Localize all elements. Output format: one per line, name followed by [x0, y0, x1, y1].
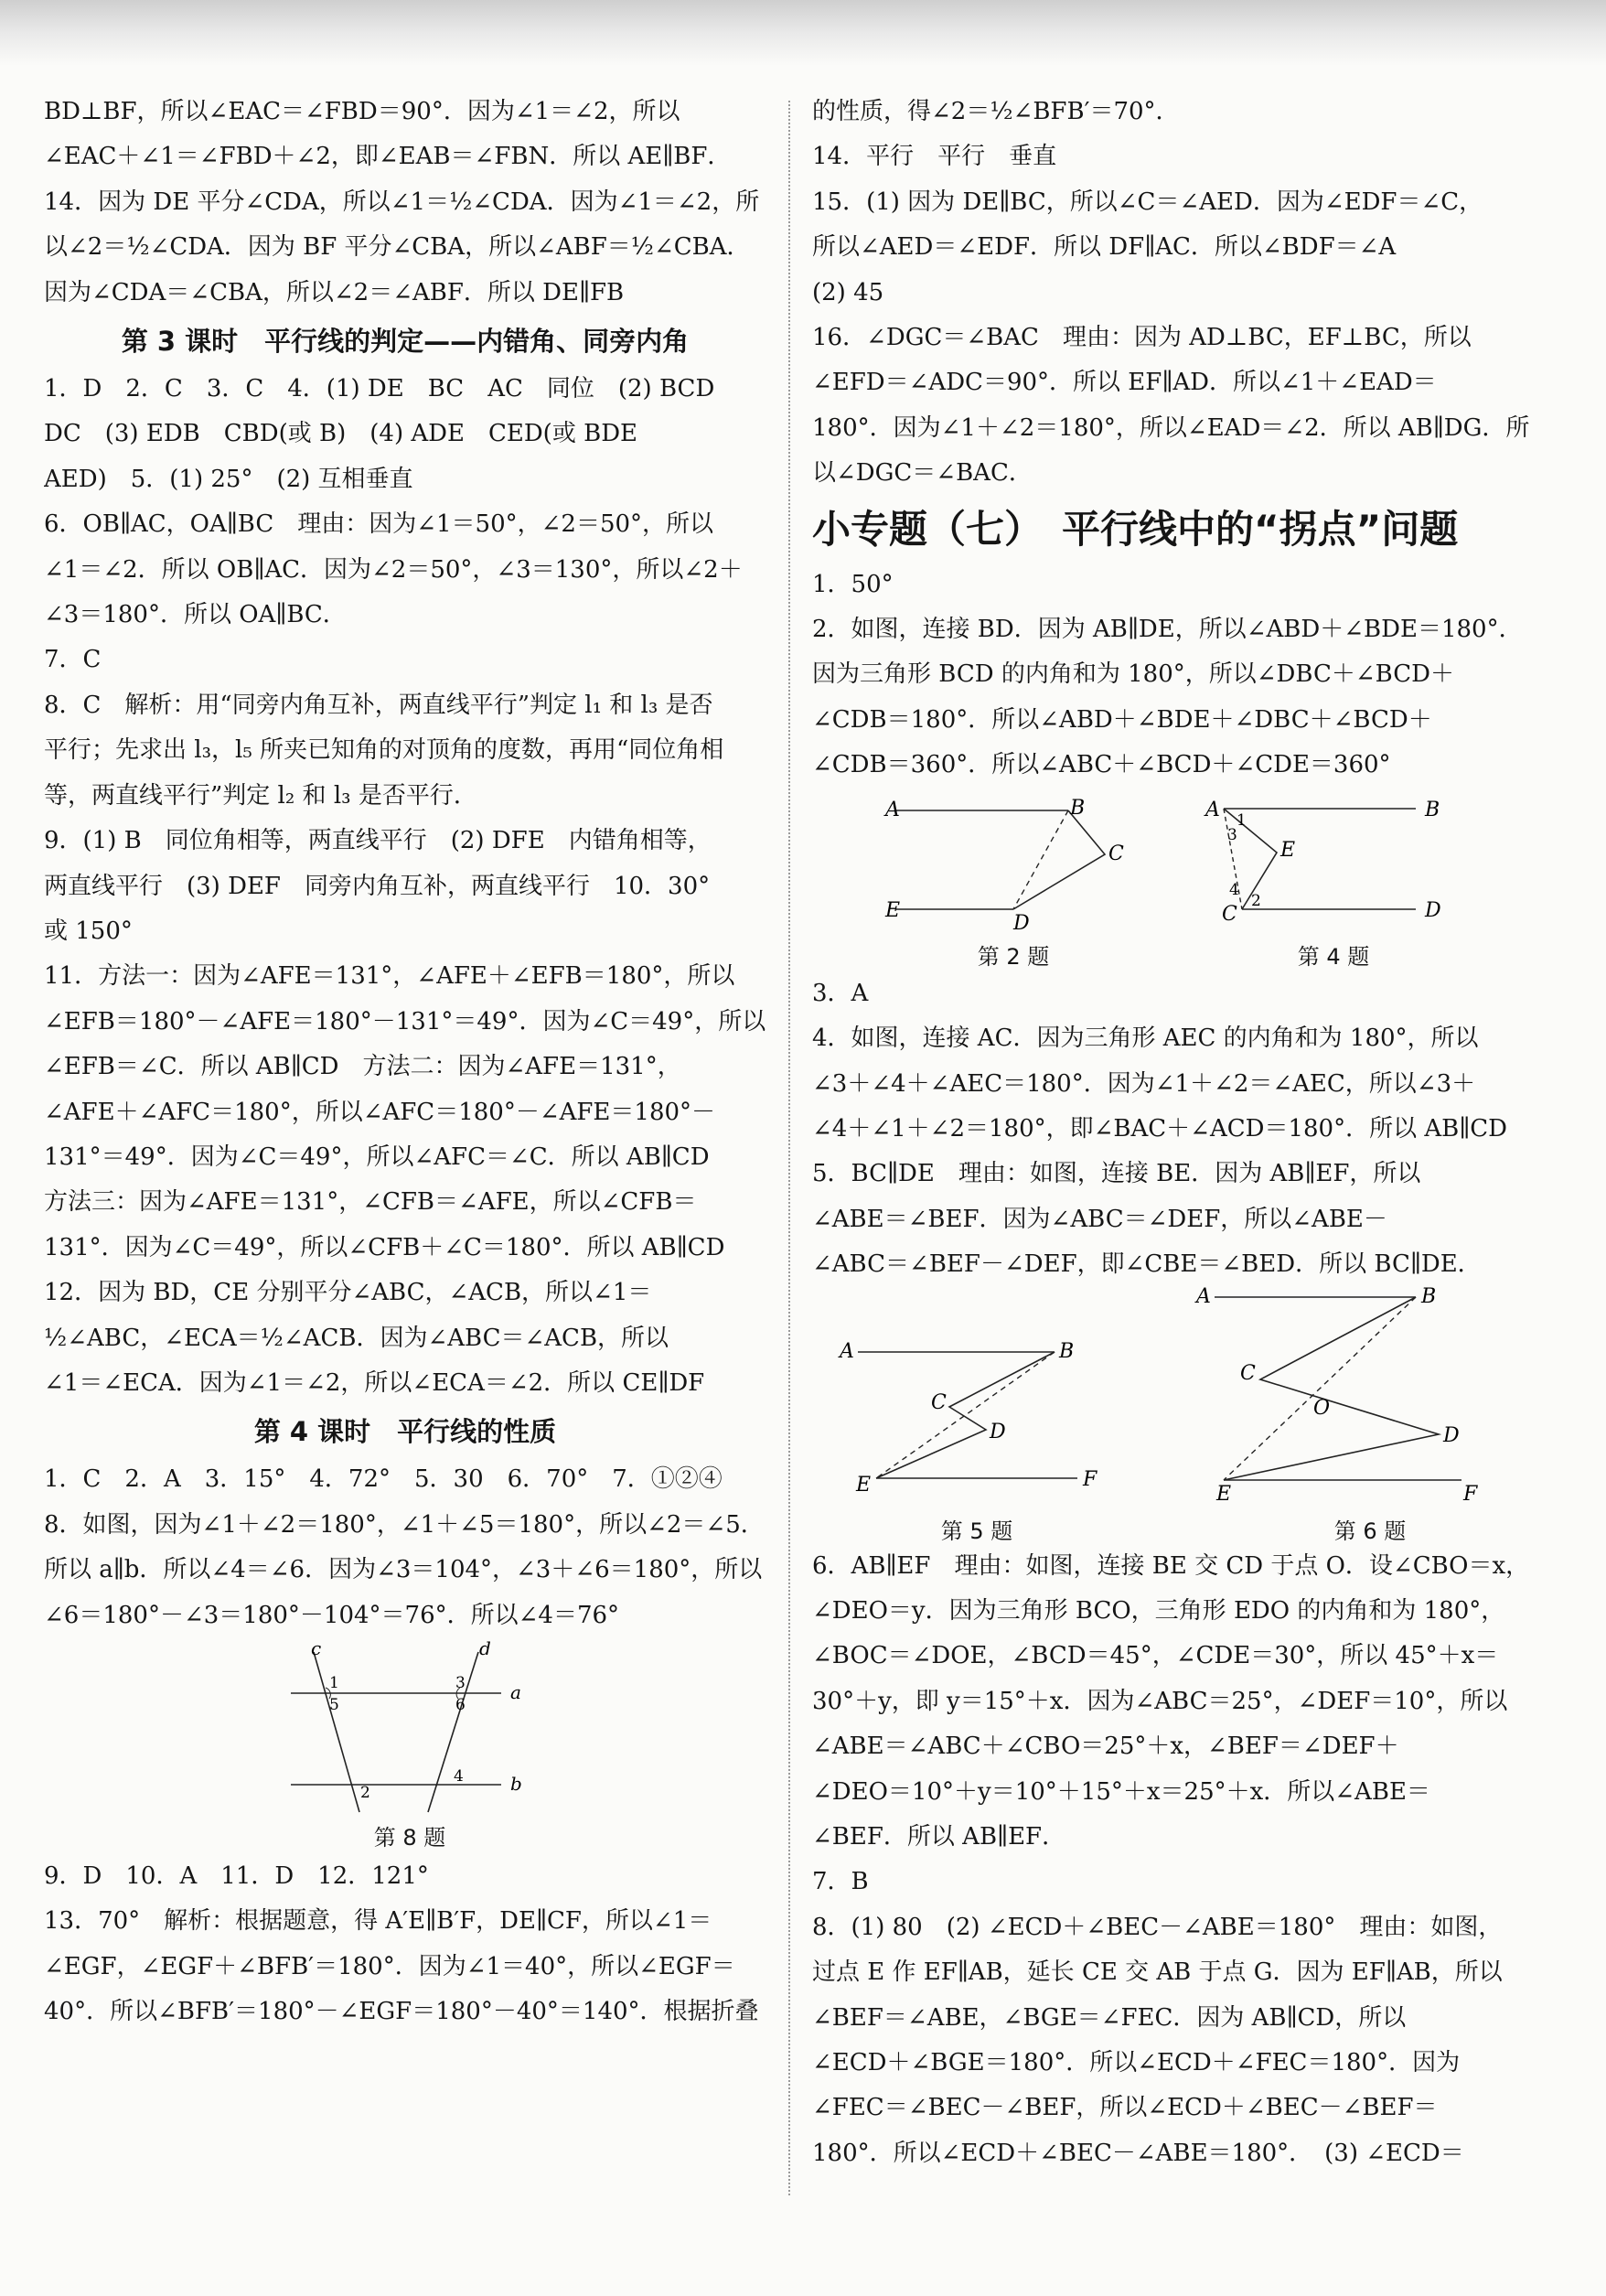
svg-text:C: C [1240, 1361, 1256, 1385]
text-line: ∠ABE＝∠ABC＋∠CBO＝25°＋x，∠BEF＝∠DEF＋ [812, 1733, 1399, 1761]
text-line: AED) 5．(1) 25° (2) 互相垂直 [44, 465, 413, 493]
text-line: ∠BOC＝∠DOE，∠BCD＝45°，∠CDE＝30°，所以 45°＋x＝ [812, 1642, 1499, 1670]
text-line: 所以 a∥b．所以∠4＝∠6．因为∠3＝104°，∠3＋∠6＝180°，所以 [44, 1556, 763, 1584]
text-line: 8．C 解析：用“同旁内角互补，两直线平行”判定 l₁ 和 l₃ 是否 [44, 691, 713, 719]
figure-4 [1205, 799, 1452, 937]
text-line: 平行；先求出 l₃，l₅ 所夹已知角的对顶角的度数，再用“同位角相 [44, 736, 724, 765]
figure-5 [840, 1339, 1114, 1507]
column-divider [788, 101, 790, 2195]
text-line: 4．如图，连接 AC．因为三角形 AEC 的内角和为 180°，所以 [812, 1025, 1479, 1053]
svg-text:6: 6 [455, 1696, 466, 1714]
svg-text:2: 2 [360, 1784, 370, 1802]
text-line: 6．AB∥EF 理由：如图，连接 BE 交 CD 于点 O．设∠CBO＝x， [812, 1551, 1530, 1580]
svg-text:4: 4 [454, 1767, 464, 1786]
svg-text:A: A [1205, 798, 1220, 821]
text-line: 6．OB∥AC，OA∥BC 理由：因为∠1＝50°，∠2＝50°，所以 [44, 510, 714, 539]
figure-4-caption: 第 4 题 [1297, 943, 1370, 970]
text-line: 15．(1) 因为 DE∥BC，所以∠C＝∠AED．因为∠EDF＝∠C， [812, 188, 1483, 216]
text-line: 过点 E 作 EF∥AB，延长 CE 交 AB 于点 G．因为 EF∥AB，所以 [812, 1958, 1503, 1987]
text-line: ∠6＝180°－∠3＝180°－104°＝76°．所以∠4＝76° [44, 1601, 620, 1629]
svg-text:E: E [885, 898, 901, 922]
lesson-4-heading: 第 4 课时 平行线的性质 [253, 1416, 557, 1448]
text-line: 以∠DGC＝∠BAC． [812, 459, 1033, 488]
svg-text:B: B [1425, 798, 1440, 821]
text-line: ∠AFE＋∠AFC＝180°，所以∠AFC＝180°－∠AFE＝180°－ [44, 1098, 716, 1126]
svg-text:D: D [1443, 1423, 1460, 1447]
text-line: ∠CDB＝360°．所以∠ABC＋∠BCD＋∠CDE＝360° [812, 751, 1391, 779]
text-line: ∠BEF＝∠ABE，∠BGE＝∠FEC．因为 AB∥CD，所以 [812, 2003, 1407, 2032]
text-line: 等，两直线平行”判定 l₂ 和 l₃ 是否平行． [44, 781, 477, 810]
text-line: ∠EAC＋∠1＝∠FBD＋∠2，即∠EAB＝∠FBN．所以 AE∥BF． [44, 143, 732, 171]
svg-text:a: a [510, 1681, 521, 1703]
figure-8 [291, 1637, 529, 1812]
text-line: DC (3) EDB CBD(或 B) (4) ADE CED(或 BDE [44, 420, 638, 448]
figure-8-row [44, 1638, 766, 1854]
svg-text:C: C [1222, 902, 1237, 926]
text-line: 7．C [44, 646, 102, 674]
lesson-3-heading: 第 3 课时 平行线的判定——内错角、同旁内角 [121, 326, 690, 358]
svg-text:O: O [1313, 1396, 1331, 1420]
text-line: 3．A [812, 979, 869, 1007]
text-line: 以∠2＝½∠CDA．因为 BF 平分∠CBA，所以∠ABF＝½∠CBA． [44, 233, 751, 262]
svg-text:4: 4 [1229, 880, 1239, 899]
special-topic-heading: 小专题（七） 平行线中的“拐点”问题 [812, 506, 1459, 552]
text-line: ∠EFB＝180°－∠AFE＝180°－131°＝49°．因为∠C＝49°，所以 [44, 1007, 766, 1035]
text-line: 30°＋y，即 y＝15°＋x．因为∠ABC＝25°，∠DEF＝10°，所以 [812, 1687, 1508, 1715]
svg-text:b: b [510, 1773, 522, 1795]
text-line: 或 150° [44, 917, 133, 945]
figures-5-6-row [812, 1284, 1562, 1544]
svg-text:D: D [1425, 898, 1441, 922]
svg-text:1: 1 [1237, 810, 1247, 830]
svg-text:A: A [1196, 1284, 1211, 1308]
svg-text:C: C [931, 1390, 947, 1414]
svg-text:3: 3 [455, 1674, 466, 1692]
left-column [44, 90, 766, 2035]
figure-2-caption: 第 2 题 [977, 943, 1050, 970]
text-line: 9．D 10．A 11．D 12．121° [44, 1862, 429, 1890]
svg-text:C: C [1108, 842, 1124, 865]
text-line: ∠DEO＝y．因为三角形 BCO，三角形 EDO 的内角和为 180°， [812, 1596, 1505, 1625]
text-line: 因为三角形 BCD 的内角和为 180°，所以∠DBC＋∠BCD＋ [812, 660, 1454, 689]
figure-8-caption: 第 8 题 [373, 1825, 446, 1851]
svg-text:5: 5 [329, 1696, 339, 1714]
text-line: BD⊥BF，所以∠EAC＝∠FBD＝90°．因为∠1＝∠2，所以 [44, 98, 680, 125]
text-line: 1．D 2．C 3．C 4．(1) DE BC AC 同位 (2) BCD [44, 375, 715, 403]
text-line: 180°．因为∠1＋∠2＝180°，所以∠EAD＝∠2．所以 AB∥DG．所 [812, 413, 1530, 442]
text-line: ∠EGF，∠EGF＋∠BFB′＝180°．因为∠1＝40°，所以∠EGF＝ [44, 1952, 735, 1980]
text-line: ∠EFD＝∠ADC＝90°．所以 EF∥AD．所以∠1＋∠EAD＝ [812, 369, 1437, 397]
svg-text:D: D [1013, 911, 1030, 935]
figure-2 [885, 796, 1124, 937]
figure-6-caption: 第 6 题 [1333, 1518, 1407, 1544]
text-line: 13．70° 解析：根据题意，得 A′E∥B′F，DE∥CF，所以∠1＝ [44, 1907, 712, 1936]
text-line: ∠1＝∠2．所以 OB∥AC．因为∠2＝50°，∠3＝130°，所以∠2＋ [44, 555, 743, 584]
text-line: ∠ABE＝∠BEF．因为∠ABC＝∠DEF，所以∠ABE－ [812, 1205, 1387, 1233]
svg-text:E: E [1280, 838, 1296, 862]
svg-text:d: d [479, 1637, 491, 1659]
svg-text:E: E [856, 1473, 872, 1497]
svg-text:D: D [990, 1420, 1006, 1443]
svg-text:1: 1 [329, 1674, 339, 1692]
text-line: 180°．所以∠ECD＋∠BEC－∠ABE＝180°． (3) ∠ECD＝ [812, 2139, 1464, 2167]
text-line: 14．因为 DE 平分∠CDA，所以∠1＝½∠CDA．因为∠1＝∠2，所 [44, 188, 760, 216]
text-line: ∠4＋∠1＋∠2＝180°，即∠BAC＋∠ACD＝180°．所以 AB∥CD [812, 1114, 1507, 1143]
svg-text:E: E [1216, 1482, 1232, 1506]
svg-text:F: F [1083, 1467, 1097, 1491]
text-line: 2．如图，连接 BD．因为 AB∥DE，所以∠ABD＋∠BDE＝180°． [812, 616, 1523, 644]
text-line: (2) 45 [812, 278, 884, 306]
right-column [812, 90, 1562, 2176]
svg-text:B: B [1421, 1284, 1437, 1308]
svg-text:B: B [1070, 796, 1086, 820]
text-line: ∠ECD＋∠BGE＝180°．所以∠ECD＋∠FEC＝180°．因为 [812, 2049, 1461, 2076]
text-line: ∠CDB＝180°．所以∠ABD＋∠BDE＋∠DBC＋∠BCD＋ [812, 705, 1432, 734]
text-line: ∠3＋∠4＋∠AEC＝180°．因为∠1＋∠2＝∠AEC，所以∠3＋ [812, 1069, 1476, 1098]
figures-2-4-row [812, 789, 1562, 971]
text-line: 8．(1) 80 (2) ∠ECD＋∠BEC－∠ABE＝180° 理由：如图， [812, 1913, 1503, 1941]
text-line: ∠3＝180°．所以 OA∥BC． [44, 601, 347, 629]
text-line: ∠ABC＝∠BEF－∠DEF，即∠CBE＝∠BED．所以 BC∥DE． [812, 1250, 1482, 1279]
figure-6 [1196, 1284, 1498, 1507]
text-line: 12．因为 BD，CE 分别平分∠ABC，∠ACB，所以∠1＝ [44, 1279, 652, 1307]
text-line: 1．C 2．A 3．15° 4．72° 5．30 6．70° 7．①②④ [44, 1465, 723, 1494]
text-line: 16．∠DGC＝∠BAC 理由：因为 AD⊥BC，EF⊥BC，所以 [812, 324, 1472, 352]
svg-text:3: 3 [1227, 825, 1237, 844]
text-line: 因为∠CDA＝∠CBA，所以∠2＝∠ABF．所以 DE∥FB [44, 278, 625, 306]
text-line: 方法三：因为∠AFE＝131°，∠CFB＝∠AFE，所以∠CFB＝ [44, 1188, 697, 1217]
text-line: 11．方法一：因为∠AFE＝131°，∠AFE＋∠EFB＝180°，所以 [44, 962, 735, 991]
text-line: ∠BEF．所以 AB∥EF． [812, 1822, 1066, 1851]
text-line: 131°．因为∠C＝49°，所以∠CFB＋∠C＝180°．所以 AB∥CD [44, 1233, 725, 1261]
text-line: 1．50° [812, 570, 894, 598]
figure-5-caption: 第 5 题 [940, 1518, 1013, 1544]
svg-text:F: F [1463, 1482, 1478, 1506]
text-line: 所以∠AED＝∠EDF．所以 DF∥AC．所以∠BDF＝∠A [812, 233, 1397, 262]
scan-top-band [0, 0, 1606, 66]
text-line: 131°＝49°．因为∠C＝49°，所以∠AFC＝∠C．所以 AB∥CD [44, 1143, 710, 1171]
text-line: 7．B [812, 1868, 869, 1896]
text-line: 两直线平行 (3) DEF 同旁内角互补，两直线平行 10．30° [44, 872, 711, 900]
text-line: 9．(1) B 同位角相等，两直线平行 (2) DFE 内错角相等， [44, 827, 712, 855]
text-line: ∠DEO＝10°＋y＝10°＋15°＋x＝25°＋x．所以∠ABE＝ [812, 1777, 1430, 1806]
text-line: 40°．所以∠BFB′＝180°－∠EGF＝180°－40°＝140°．根据折叠 [44, 1998, 759, 2026]
svg-text:c: c [311, 1637, 322, 1659]
svg-text:2: 2 [1251, 891, 1261, 910]
text-line: 14．平行 平行 垂直 [812, 143, 1057, 171]
text-line: 的性质，得∠2＝½∠BFB′＝70°． [812, 98, 1180, 125]
text-line: 5．BC∥DE 理由：如图，连接 BE．因为 AB∥EF，所以 [812, 1160, 1421, 1188]
text-line: ∠FEC＝∠BEC－∠BEF，所以∠ECD＋∠BEC－∠BEF＝ [812, 2094, 1438, 2122]
text-line: ½∠ABC，∠ECA＝½∠ACB．因为∠ABC＝∠ACB，所以 [44, 1324, 669, 1352]
svg-text:B: B [1059, 1339, 1075, 1363]
svg-text:A: A [840, 1339, 854, 1363]
text-line: ∠1＝∠ECA．因为∠1＝∠2，所以∠ECA＝∠2．所以 CE∥DF [44, 1368, 705, 1397]
svg-text:A: A [885, 798, 900, 821]
text-line: 8．如图，因为∠1＋∠2＝180°，∠1＋∠5＝180°，所以∠2＝∠5． [44, 1510, 765, 1539]
text-line: ∠EFB＝∠C．所以 AB∥CD 方法二：因为∠AFE＝131°， [44, 1053, 681, 1081]
